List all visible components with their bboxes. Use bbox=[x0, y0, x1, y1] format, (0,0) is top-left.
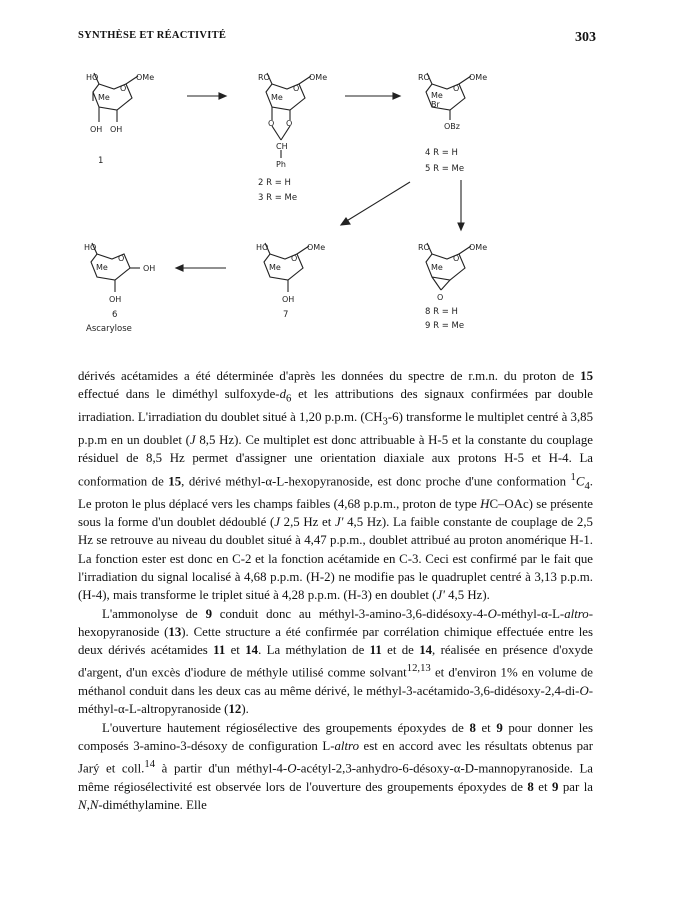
body-line: L'ouverture hautement régiosélective des groupements époxydes de 8 et 9 pour donner les composés 3-amino-3-désoxy de configuration L-altro est en accord avec les résultats obtenus par Jarý et coll.$^{14}$ à partir d'un méthyl-4-O-acétyl-2,3-anhydro-6-désoxy-α-D-mannopyranoside. La même régiosélectivité est observée lors de l'ouverture des groupements époxydes de 8 et 9 par la N,N-diméthylamine. Elle bbox=[78, 720, 594, 813]
c45-r1: 4 R = H bbox=[425, 148, 458, 158]
compound-6-number: 6 bbox=[112, 310, 118, 320]
c23-ome: OMe bbox=[309, 73, 328, 82]
c6-oh-bottom: OH bbox=[109, 295, 122, 304]
c45-ring-o: O bbox=[453, 84, 460, 93]
c89-ome: OMe bbox=[469, 243, 488, 252]
c6-me: Me bbox=[96, 263, 108, 272]
compound-2-3-structure bbox=[258, 73, 327, 203]
c23-ro: RO bbox=[258, 73, 270, 82]
c45-br: Br bbox=[431, 100, 440, 109]
arrow-7-to-6 bbox=[176, 265, 226, 271]
compound-7-number: 7 bbox=[283, 310, 289, 320]
c23-r2: 3 R = Me bbox=[258, 193, 298, 203]
c7-oh: OH bbox=[282, 295, 295, 304]
c1-ho: HO bbox=[86, 73, 99, 82]
c7-me: Me bbox=[269, 263, 281, 272]
c6-ho: HO bbox=[84, 243, 97, 252]
reaction-scheme bbox=[0, 70, 677, 350]
c1-ome: OMe bbox=[136, 73, 155, 82]
c89-ring-o: O bbox=[453, 254, 460, 263]
arrow-1-to-2 bbox=[187, 93, 226, 99]
c45-me: Me bbox=[431, 91, 443, 100]
body-line: dérivés acétamides a été déterminée d'après les données du spectre de r.m.n. du proton de 15 effectué dans le diméthyl sulfoxyde-$d_6$ et les attributions des signaux confirmées par double irradiation. L'irradiation du doublet situé à 1,20 p.p.m. $(CH_3-6)$ transforme le multiplet centré à 3,85 p.p.m en un doublet (J 8,5 Hz). Ce multiplet est donc attribuable à H-5 et la constante du couplage résiduel de 8,5 Hz permet d'assigner une orientation diaxiale aux protons H-5 et H-4. La conformation de 15, dérivé méthyl-α-L-hexopyranoside, est donc proche d'une conformation $^1C_4$. Le proton le plus déplacé vers les champs faibles (4,68 p.p.m., proton de type HC–OAc) se présente sous la forme d'un doublet dédoublé (J 2,5 Hz et J' 4,5 Hz). La faible constante de couplage de 2,5 Hz se retrouve au niveau du doublet situé à 4,47 p.p.m., doublet attribué au proton anomérique H-1. La fonction ester est donc en C-2 et la fonction acétamide en C-3. Ceci est confirmé par le fait que l'irradiation du signal localisé à 4,68 p.p.m. (H-2) ne modifie pas le quadruplet centré à 3,13 p.p.m. (H-4), mais transforme le triplet situé à 4,28 p.p.m. (H-3) en doublet (J' 4,5 Hz). bbox=[78, 369, 594, 603]
c7-ring-o: O bbox=[291, 254, 298, 263]
c23-ph: Ph bbox=[276, 160, 286, 169]
compound-1-number: 1 bbox=[98, 156, 104, 166]
c23-ch: CH bbox=[276, 142, 288, 151]
compound-6-structure bbox=[84, 243, 155, 334]
arrow-2-to-4 bbox=[345, 93, 400, 99]
body-text bbox=[78, 367, 593, 814]
c6-ring-o: O bbox=[118, 254, 125, 263]
c89-r2: 9 R = Me bbox=[425, 321, 465, 331]
c89-ro: RO bbox=[418, 243, 430, 252]
c23-ring-o: O bbox=[293, 84, 300, 93]
c7-ome: OMe bbox=[307, 243, 326, 252]
arrow-3-to-7 bbox=[341, 182, 410, 225]
running-title: SYNTHÈSE ET RÉACTIVITÉ bbox=[78, 30, 227, 41]
c1-oh2: OH bbox=[110, 125, 123, 134]
c45-ome: OMe bbox=[469, 73, 488, 82]
c89-r1: 8 R = H bbox=[425, 307, 458, 317]
c23-o2: O bbox=[286, 119, 293, 128]
c7-ho: HO bbox=[256, 243, 269, 252]
body-line: L'ammonolyse de 9 conduit donc au méthyl-3-amino-3,6-didésoxy-4-O-méthyl-α-L-altro-hexopyranoside (13). Cette structure a été confirmée par corrélation chimique effectuée entre les deux dérivés acétamides 11 et 14. La méthylation de 11 et de 14, réalisée en présence d'oxyde d'argent, d'un excès d'iodure de méthyle utilisé comme solvant$^{12,13}$ et d'environ 1% en volume de méthanol conduit dans les deux cas au même dérivé, le méthyl-3-acétamido-3,6-didésoxy-2,4-di-O-méthyl-α-L-altropyranoside (12). bbox=[78, 606, 594, 717]
c6-oh-right: OH bbox=[143, 264, 156, 273]
c1-me: Me bbox=[98, 93, 110, 102]
c89-me: Me bbox=[431, 263, 443, 272]
c23-r1: 2 R = H bbox=[258, 178, 291, 188]
c23-o1: O bbox=[268, 119, 275, 128]
compound-1-structure bbox=[86, 73, 154, 166]
page-number: 303 bbox=[575, 30, 596, 45]
c45-obz: OBz bbox=[444, 122, 460, 131]
arrow-5-to-9 bbox=[458, 180, 464, 230]
compound-4-5-structure bbox=[418, 73, 487, 174]
compound-7-structure bbox=[256, 243, 325, 320]
c1-ring-o: O bbox=[120, 84, 127, 93]
c23-me: Me bbox=[271, 93, 283, 102]
compound-6-name: Ascarylose bbox=[86, 324, 132, 334]
c45-r2: 5 R = Me bbox=[425, 164, 465, 174]
c89-epoxide-o: O bbox=[437, 293, 444, 302]
c1-oh1: OH bbox=[90, 125, 103, 134]
compound-8-9-structure bbox=[418, 243, 487, 331]
c45-ro: RO bbox=[418, 73, 430, 82]
